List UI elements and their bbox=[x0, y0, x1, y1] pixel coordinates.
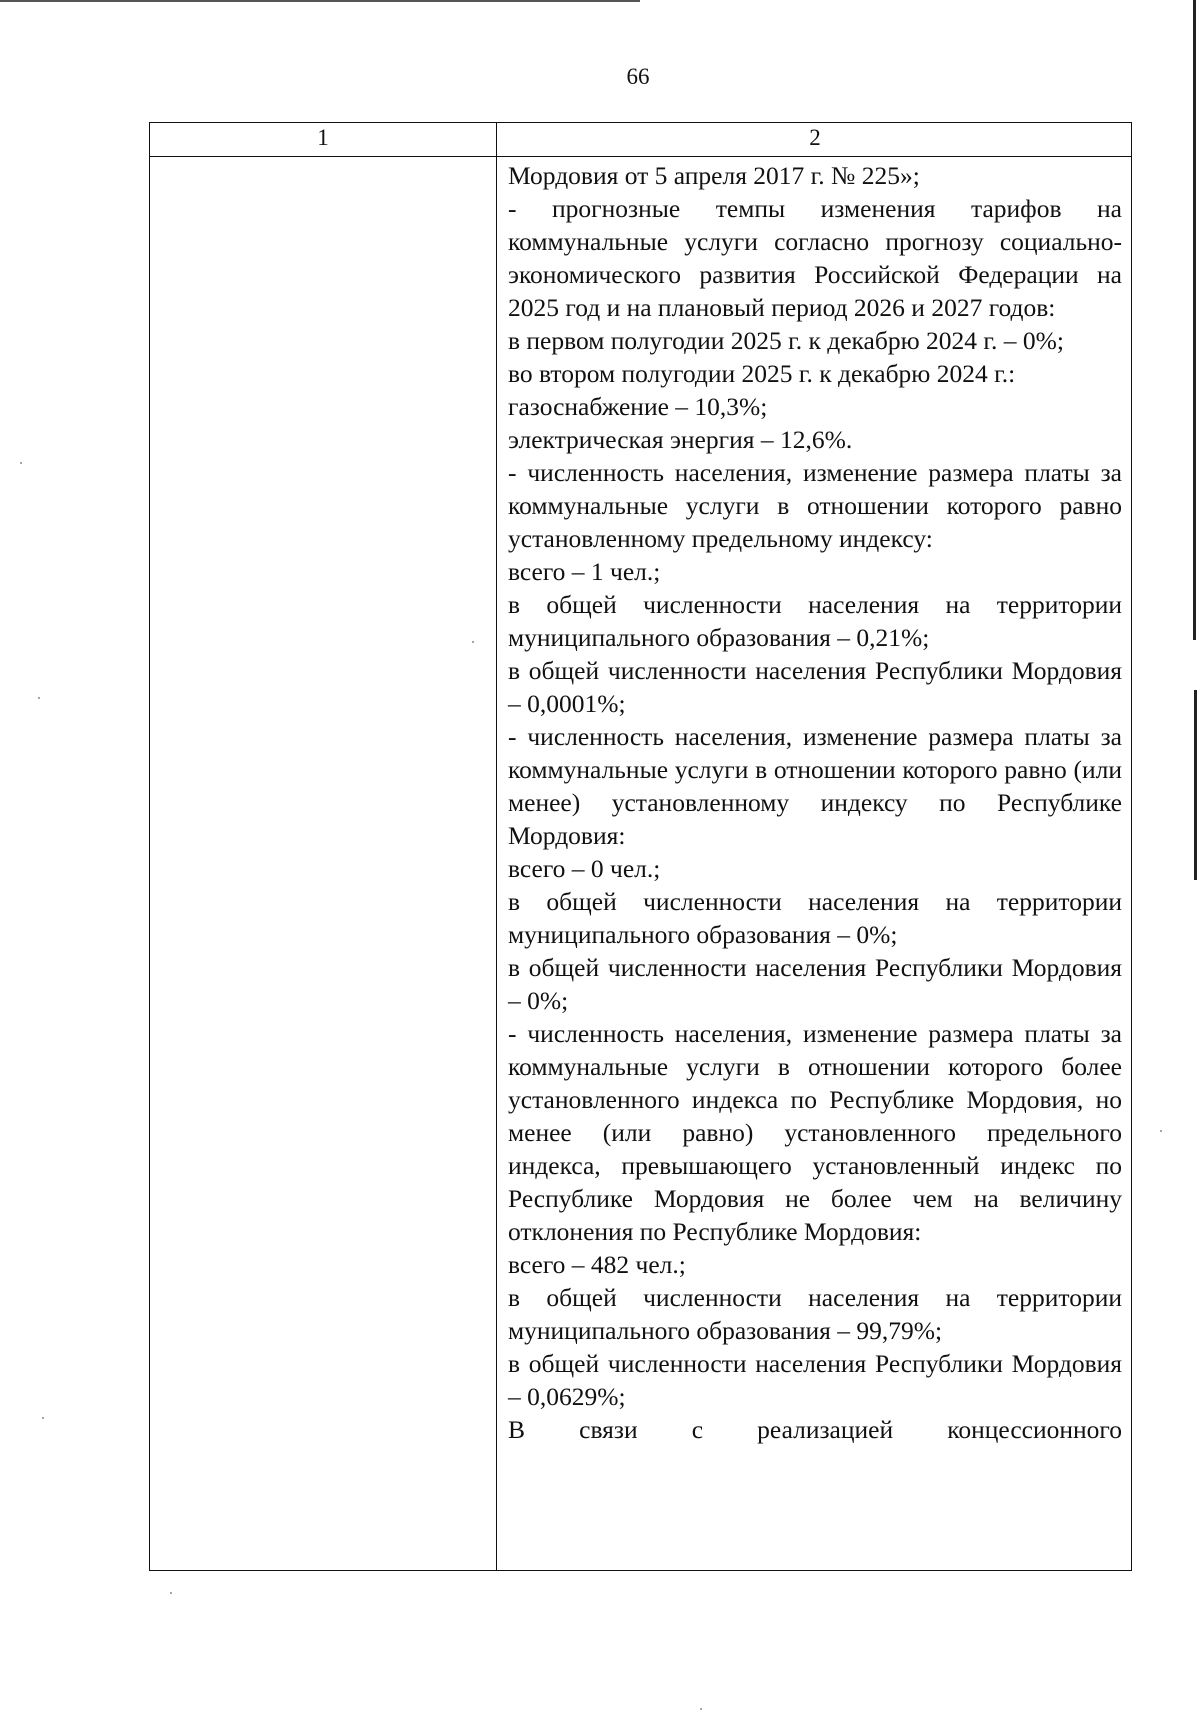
scan-speck bbox=[20, 462, 22, 464]
paragraph: - численность населения, изменение размера платы за коммунальные услуги в отношении которого равно (или менее) установленному индексу по Республике Мордовия: bbox=[508, 722, 1122, 850]
paragraph: - численность населения, изменение размера платы за коммунальные услуги в отношении которого более установленного индекса по Республике Мордовия, но менее (или равно) установленного предельного индекса, превышающего установленный индекс по Республике Мордовия не более чем на величину отклонения по Республике Мордовия: bbox=[508, 1019, 1122, 1246]
scan-speck bbox=[700, 1708, 702, 1710]
paragraph: - численность населения, изменение размера платы за коммунальные услуги в отношении которого равно установленному предельному индексу: bbox=[508, 458, 1122, 553]
paragraph: газоснабжение – 10,3%; bbox=[508, 392, 768, 421]
paragraph: в общей численности населения Республики Мордовия – 0,0001%; bbox=[508, 656, 1122, 718]
page-number: 66 bbox=[626, 64, 650, 89]
paragraph: В связи с реализацией концессионного bbox=[508, 1415, 1122, 1444]
paragraph: в общей численности населения на территории муниципального образования – 99,79%; bbox=[508, 1283, 1122, 1345]
paragraph: - прогнозные темпы изменения тарифов на коммунальные услуги согласно прогнозу социально-экономического развития Российской Федерации на 2025 год и на плановый период 2026 и 2027 годов: bbox=[508, 194, 1122, 322]
table-header-row bbox=[150, 123, 1131, 157]
paragraph: в общей численности населения Республики Мордовия – 0,0629%; bbox=[508, 1349, 1122, 1411]
paragraph: Мордовия от 5 апреля 2017 г. № 225»; bbox=[508, 161, 920, 190]
scan-right-edge bbox=[1193, 0, 1196, 640]
scan-speck bbox=[1160, 1130, 1162, 1132]
document-table bbox=[149, 122, 1132, 1571]
column-2-content bbox=[508, 159, 1122, 1446]
scan-speck bbox=[38, 697, 40, 699]
scan-top-edge bbox=[0, 0, 640, 2]
scan-right-edge-lower bbox=[1194, 690, 1197, 880]
paragraph: в общей численности населения на территории муниципального образования – 0,21%; bbox=[508, 590, 1122, 652]
paragraph: во втором полугодии 2025 г. к декабрю 2024 г.: bbox=[508, 359, 1016, 388]
paragraph: в общей численности населения на территории муниципального образования – 0%; bbox=[508, 887, 1122, 949]
paragraph: электрическая энергия – 12,6%. bbox=[508, 425, 853, 454]
paragraph: всего – 0 чел.; bbox=[508, 854, 661, 883]
scan-speck bbox=[472, 641, 474, 643]
paragraph: в общей численности населения Республики Мордовия – 0%; bbox=[508, 953, 1122, 1015]
scan-speck bbox=[170, 1592, 172, 1594]
paragraph: всего – 482 чел.; bbox=[508, 1250, 686, 1279]
paragraph: в первом полугодии 2025 г. к декабрю 2024 г. – 0%; bbox=[508, 326, 1064, 355]
column-divider bbox=[496, 123, 497, 1570]
paragraph: всего – 1 чел.; bbox=[508, 557, 661, 586]
scan-speck bbox=[42, 1417, 44, 1419]
column-header-1: 1 bbox=[317, 125, 329, 150]
column-header-2: 2 bbox=[809, 125, 821, 150]
